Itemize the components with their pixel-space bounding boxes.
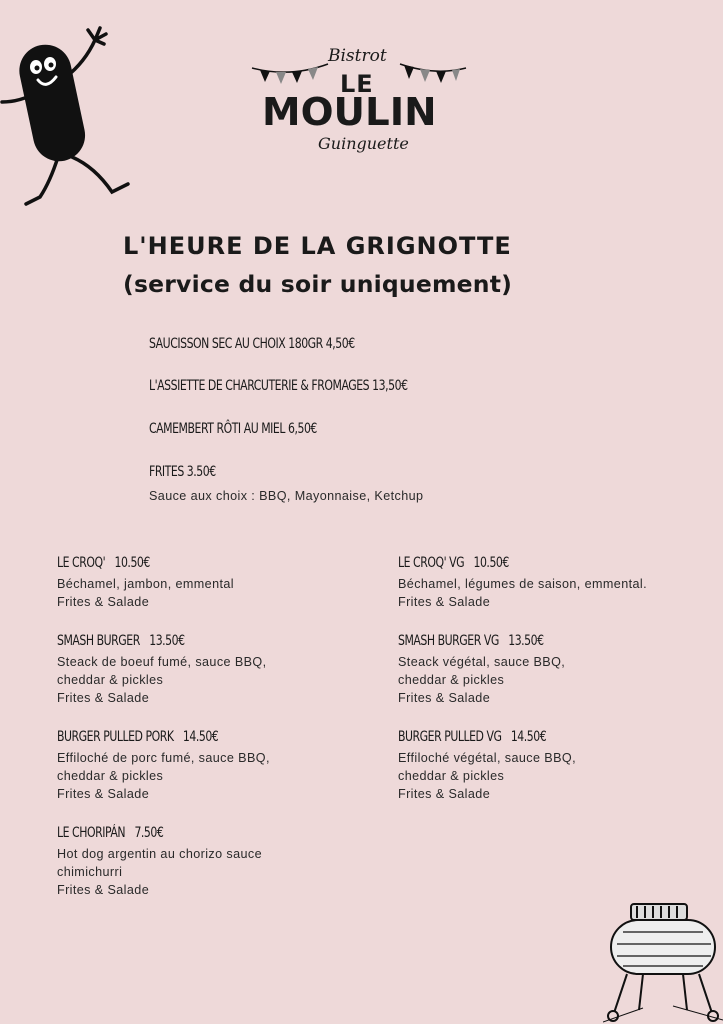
menu-item-desc: Béchamel, légumes de saison, emmental.: [398, 577, 648, 591]
menu-item-desc: cheddar & pickles: [398, 673, 505, 687]
menu-item: [398, 633, 585, 707]
menu-item: [57, 729, 270, 803]
menu-item-name: SMASH BURGER: [57, 633, 140, 649]
menu-item-name: LE CHORIPÁN: [57, 825, 126, 841]
menu-item-saucisson: SAUCISSON SEC AU CHOIX 180GR 4,50€: [149, 336, 355, 352]
menu-item-desc: Steack de boeuf fumé, sauce BBQ,: [57, 655, 267, 669]
menu-item-frites-desc: Sauce aux choix : BBQ, Mayonnaise, Ketchup: [149, 489, 424, 503]
menu-item-name: LE CROQ': [57, 555, 106, 571]
logo-main-text: MOULIN: [262, 90, 437, 134]
menu-item-name: LE CROQ' VG: [398, 555, 465, 571]
menu-item-desc: Frites & Salade: [398, 787, 491, 801]
logo-top-text: Bistrot: [328, 46, 387, 66]
menu-item-desc: chimichurri: [57, 865, 123, 879]
logo: [250, 42, 470, 162]
menu-item-price: 14.50€: [182, 729, 219, 745]
menu-item-camembert: CAMEMBERT RÔTI AU MIEL 6,50€: [149, 421, 317, 437]
menu-item-name: SMASH BURGER VG: [398, 633, 499, 649]
menu-item-desc: Frites & Salade: [398, 691, 491, 705]
menu-item-price: 7.50€: [134, 825, 164, 841]
menu-item-frites: FRITES 3.50€: [149, 464, 216, 480]
menu-item: [398, 555, 647, 611]
menu-item-desc: Hot dog argentin au chorizo sauce: [57, 847, 263, 861]
menu-item-desc: Effiloché de porc fumé, sauce BBQ,: [57, 751, 270, 765]
menu-item-assiette: L'ASSIETTE DE CHARCUTERIE & FROMAGES 13,50€: [149, 378, 408, 394]
menu-item: [57, 555, 234, 611]
menu-item-price: 10.50€: [114, 555, 150, 571]
bbq-grill-icon: [603, 898, 723, 1024]
menu-item: [398, 729, 588, 803]
menu-item-name: BURGER PULLED VG: [398, 729, 502, 745]
menu-item-desc: Frites & Salade: [398, 595, 491, 609]
logo-bottom-text: Guinguette: [318, 134, 409, 153]
menu-item-price: 10.50€: [473, 555, 509, 571]
menu-item-desc: Steack végétal, sauce BBQ,: [398, 655, 566, 669]
menu-item-desc: cheddar & pickles: [398, 769, 505, 783]
menu-item-price: 13.50€: [508, 633, 544, 649]
menu-item-desc: Frites & Salade: [57, 595, 150, 609]
menu-item-desc: Frites & Salade: [57, 787, 150, 801]
menu-item-desc: Effiloché végétal, sauce BBQ,: [398, 751, 576, 765]
section-title: L'HEURE DE LA GRIGNOTTE: [123, 232, 512, 260]
sausage-character-icon: [0, 22, 140, 217]
menu-item-desc: cheddar & pickles: [57, 673, 164, 687]
menu-item: [57, 825, 262, 899]
menu-item-price: 14.50€: [510, 729, 547, 745]
menu-item-price: 13.50€: [149, 633, 185, 649]
menu-item-desc: Frites & Salade: [57, 691, 150, 705]
logo-le-text: LE: [340, 70, 374, 98]
menu-item-desc: Béchamel, jambon, emmental: [57, 577, 234, 591]
menu-item: [57, 633, 267, 707]
menu-item-name: BURGER PULLED PORK: [57, 729, 174, 745]
menu-item-desc: Frites & Salade: [57, 883, 150, 897]
menu-item-desc: cheddar & pickles: [57, 769, 164, 783]
section-subtitle: (service du soir uniquement): [123, 270, 513, 298]
